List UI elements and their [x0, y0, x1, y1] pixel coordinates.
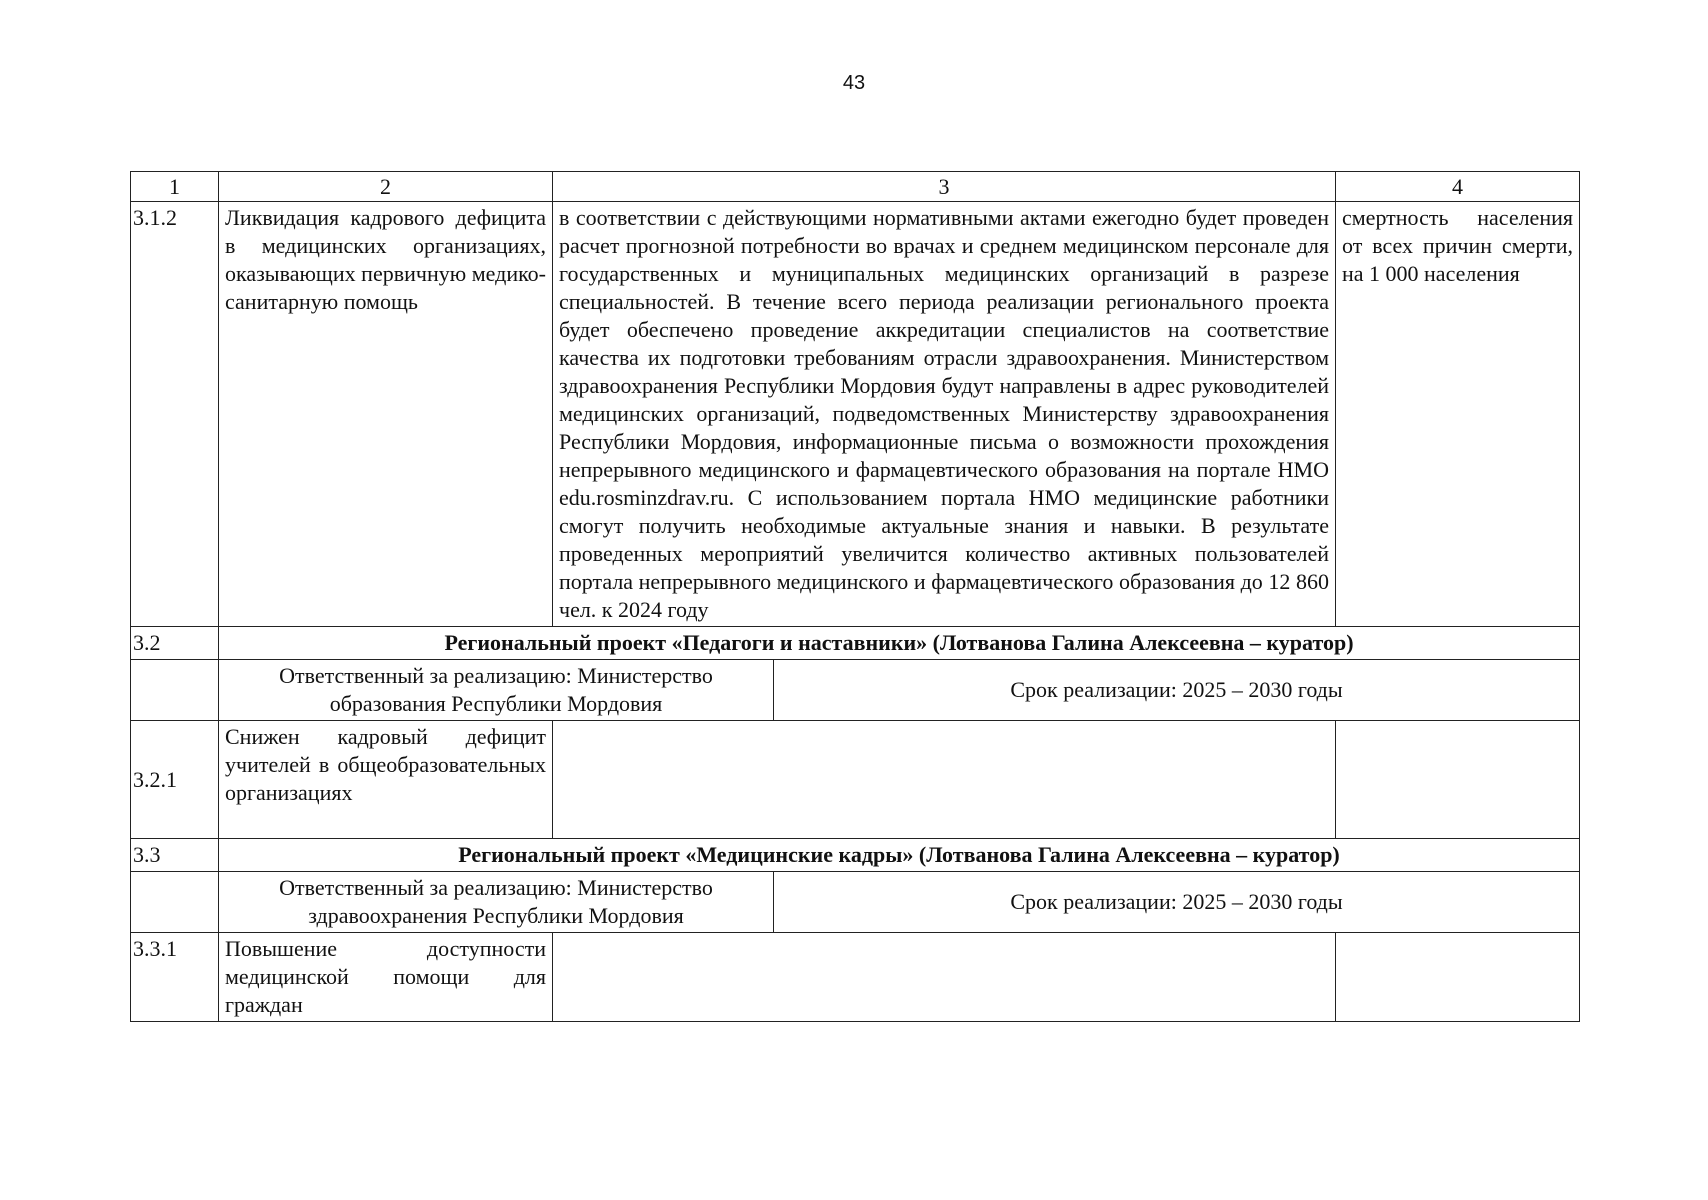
section-number: 3.2 [131, 627, 219, 660]
row-number: 3.3.1 [131, 933, 219, 1022]
section-row [131, 839, 1580, 872]
measure-name: Снижен кадровый дефицит учителей в общеобразовательных организациях [219, 721, 553, 839]
responsible-line: здравоохранения Республики Мордовия [308, 903, 684, 928]
measure-indicator [1336, 721, 1580, 839]
header-col-2: 2 [219, 172, 553, 202]
section-row [131, 627, 1580, 660]
responsible-line: образования Республики Мордовия [329, 691, 663, 716]
section-title: Региональный проект «Педагоги и наставники» (Лотванова Галина Алексеевна – куратор) [219, 627, 1580, 660]
responsible-row [131, 660, 1580, 721]
empty-cell [131, 872, 219, 933]
measure-description [553, 721, 1336, 839]
table-row [131, 721, 1580, 839]
measure-description: в соответствии с действующими нормативными актами ежегодно будет проведен расчет прогнозной потребности во врачах и среднем медицинском персонале для государственных и муниципальных медицинских организаций в разрезе специальностей. В течение всего периода реализации регионального проекта будет обеспечено проведение аккредитации специалистов на соответствие качества их подготовки требованиям отрасли здравоохранения. Министерством здравоохранения Республики Мордовия будут направлены в адрес руководителей медицинских организаций, подведомственных Министерству здравоохранения Республики Мордовия, информационные письма о возможности прохождения непрерывного медицинского и фармацевтического образования на портале НМО edu.rosminzdrav.ru. С использованием портала НМО медицинские работники смогут получить необходимые актуальные знания и навыки. В результате проведенных мероприятий увеличится количество активных пользователей портала непрерывного медицинского и фармацевтического образования до 12 860 чел. к 2024 году [553, 202, 1336, 627]
section-number: 3.3 [131, 839, 219, 872]
responsible-line: Ответственный за реализацию: Министерство [279, 875, 713, 900]
measure-indicator [1336, 933, 1580, 1022]
table-header-row [131, 172, 1580, 202]
measure-description [553, 933, 1336, 1022]
header-col-1: 1 [131, 172, 219, 202]
term-cell: Срок реализации: 2025 – 2030 годы [774, 660, 1580, 721]
responsible-cell [219, 872, 774, 933]
measure-name: Повышение доступности медицинской помощи для граждан [219, 933, 553, 1022]
responsible-cell [219, 660, 774, 721]
empty-cell [131, 660, 219, 721]
term-cell: Срок реализации: 2025 – 2030 годы [774, 872, 1580, 933]
row-number: 3.2.1 [131, 721, 219, 839]
responsible-line: Ответственный за реализацию: Министерство [279, 663, 713, 688]
header-col-4: 4 [1336, 172, 1580, 202]
measures-table [130, 171, 1580, 1022]
section-title: Региональный проект «Медицинские кадры» (Лотванова Галина Алексеевна – куратор) [219, 839, 1580, 872]
page-number: 43 [842, 72, 866, 94]
responsible-row [131, 872, 1580, 933]
measure-indicator: смертность населения от всех причин смерти, на 1 000 населения [1336, 202, 1580, 627]
measure-name: Ликвидация кадрового дефицита в медицинских организациях, оказывающих первичную медико-санитарную помощь [219, 202, 553, 627]
header-col-3: 3 [553, 172, 1336, 202]
table-row [131, 933, 1580, 1022]
table-row [131, 202, 1580, 627]
row-number: 3.1.2 [131, 202, 219, 627]
